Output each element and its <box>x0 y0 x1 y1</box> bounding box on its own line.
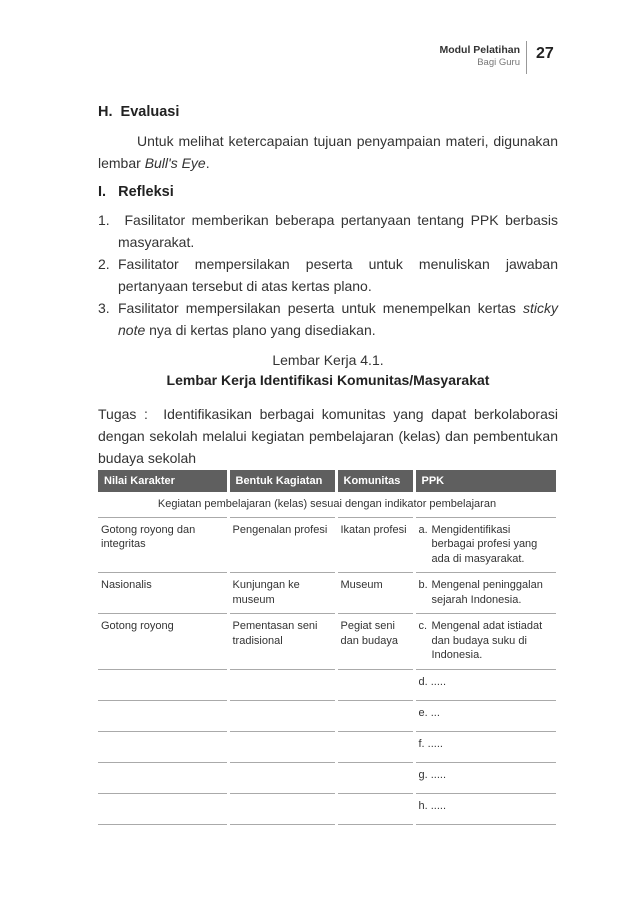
table-row <box>98 669 556 700</box>
cell-bentuk: Kunjungan ke museum <box>228 573 336 614</box>
cell-bentuk: Pengenalan profesi <box>228 517 336 573</box>
table-row <box>98 762 556 793</box>
column-header: Komunitas <box>336 470 414 492</box>
evaluasi-paragraph: Untuk melihat ketercapaian tujuan penyampaian materi, digunakan lembar Bull's Eye. <box>98 133 558 171</box>
cell-ppk: b. Mengenal peninggalan sejarah Indonesia. <box>414 573 556 614</box>
worksheet-title: Lembar Kerja 4.1. <box>272 352 384 368</box>
cell-bentuk: Pementasan seni tradisional <box>228 614 336 670</box>
cell-ppk-blank: f. ..... <box>414 731 556 762</box>
table-subheader: Kegiatan pembelajaran (kelas) sesuai dengan indikator pembelajaran <box>98 492 556 517</box>
cell-ppk-blank: h. ..... <box>414 793 556 824</box>
cell-ppk: a. Mengidentifikasi berbagai profesi yang ada di masyarakat. <box>414 517 556 573</box>
column-header: Bentuk Kagiatan <box>228 470 336 492</box>
worksheet-subtitle: Lembar Kerja Identifikasi Komunitas/Masyarakat <box>166 372 490 388</box>
table-row <box>98 517 556 573</box>
cell-nilai: Gotong royong <box>98 614 228 670</box>
header-divider <box>526 41 527 74</box>
module-title: Modul Pelatihan <box>439 44 520 56</box>
running-header <box>439 44 520 69</box>
cell-komunitas: Museum <box>336 573 414 614</box>
section-evaluasi <box>98 104 558 174</box>
table-row <box>98 573 556 614</box>
column-header: Nilai Karakter <box>98 470 228 492</box>
cell-ppk-blank: e. ... <box>414 700 556 731</box>
column-header: PPK <box>414 470 556 492</box>
worksheet-header <box>98 352 562 469</box>
cell-komunitas: Pegiat seni dan budaya <box>336 614 414 670</box>
worksheet-table <box>98 470 556 825</box>
list-item: 3. Fasilitator mempersilakan peserta untuk menempelkan kertas sticky note nya di kertas plano yang disediakan. <box>98 300 558 338</box>
list-item: 1. Fasilitator memberikan beberapa pertanyaan tentang PPK berbasis masyarakat. <box>98 212 562 250</box>
section-heading-evaluasi: H. Evaluasi <box>98 104 180 120</box>
table-row <box>98 700 556 731</box>
table-row <box>98 614 556 670</box>
cell-nilai: Nasionalis <box>98 573 228 614</box>
section-heading-refleksi: I. Refleksi <box>98 184 174 200</box>
worksheet-task: Tugas : Identifikasikan berbagai komunitas yang dapat berkolaborasi dengan sekolah melalui kegiatan pembelajaran (kelas) dan pembentukan budaya sekolah <box>98 406 562 466</box>
cell-ppk-blank: d. ..... <box>414 669 556 700</box>
cell-komunitas: Ikatan profesi <box>336 517 414 573</box>
cell-ppk-blank: g. ..... <box>414 762 556 793</box>
cell-ppk: c. Mengenal adat istiadat dan budaya suku di Indonesia. <box>414 614 556 670</box>
cell-nilai: Gotong royong dan integritas <box>98 517 228 573</box>
page-number: 27 <box>536 45 554 62</box>
table-row <box>98 731 556 762</box>
section-refleksi <box>98 184 562 341</box>
table-row <box>98 793 556 824</box>
refleksi-list <box>98 209 562 341</box>
list-item: 2. Fasilitator mempersilakan peserta untuk menuliskan jawaban pertanyaan tersebut di atas kertas plano. <box>98 256 558 294</box>
table-header-row <box>98 470 556 492</box>
table-subheader-row <box>98 492 556 517</box>
module-subtitle: Bagi Guru <box>477 57 520 68</box>
